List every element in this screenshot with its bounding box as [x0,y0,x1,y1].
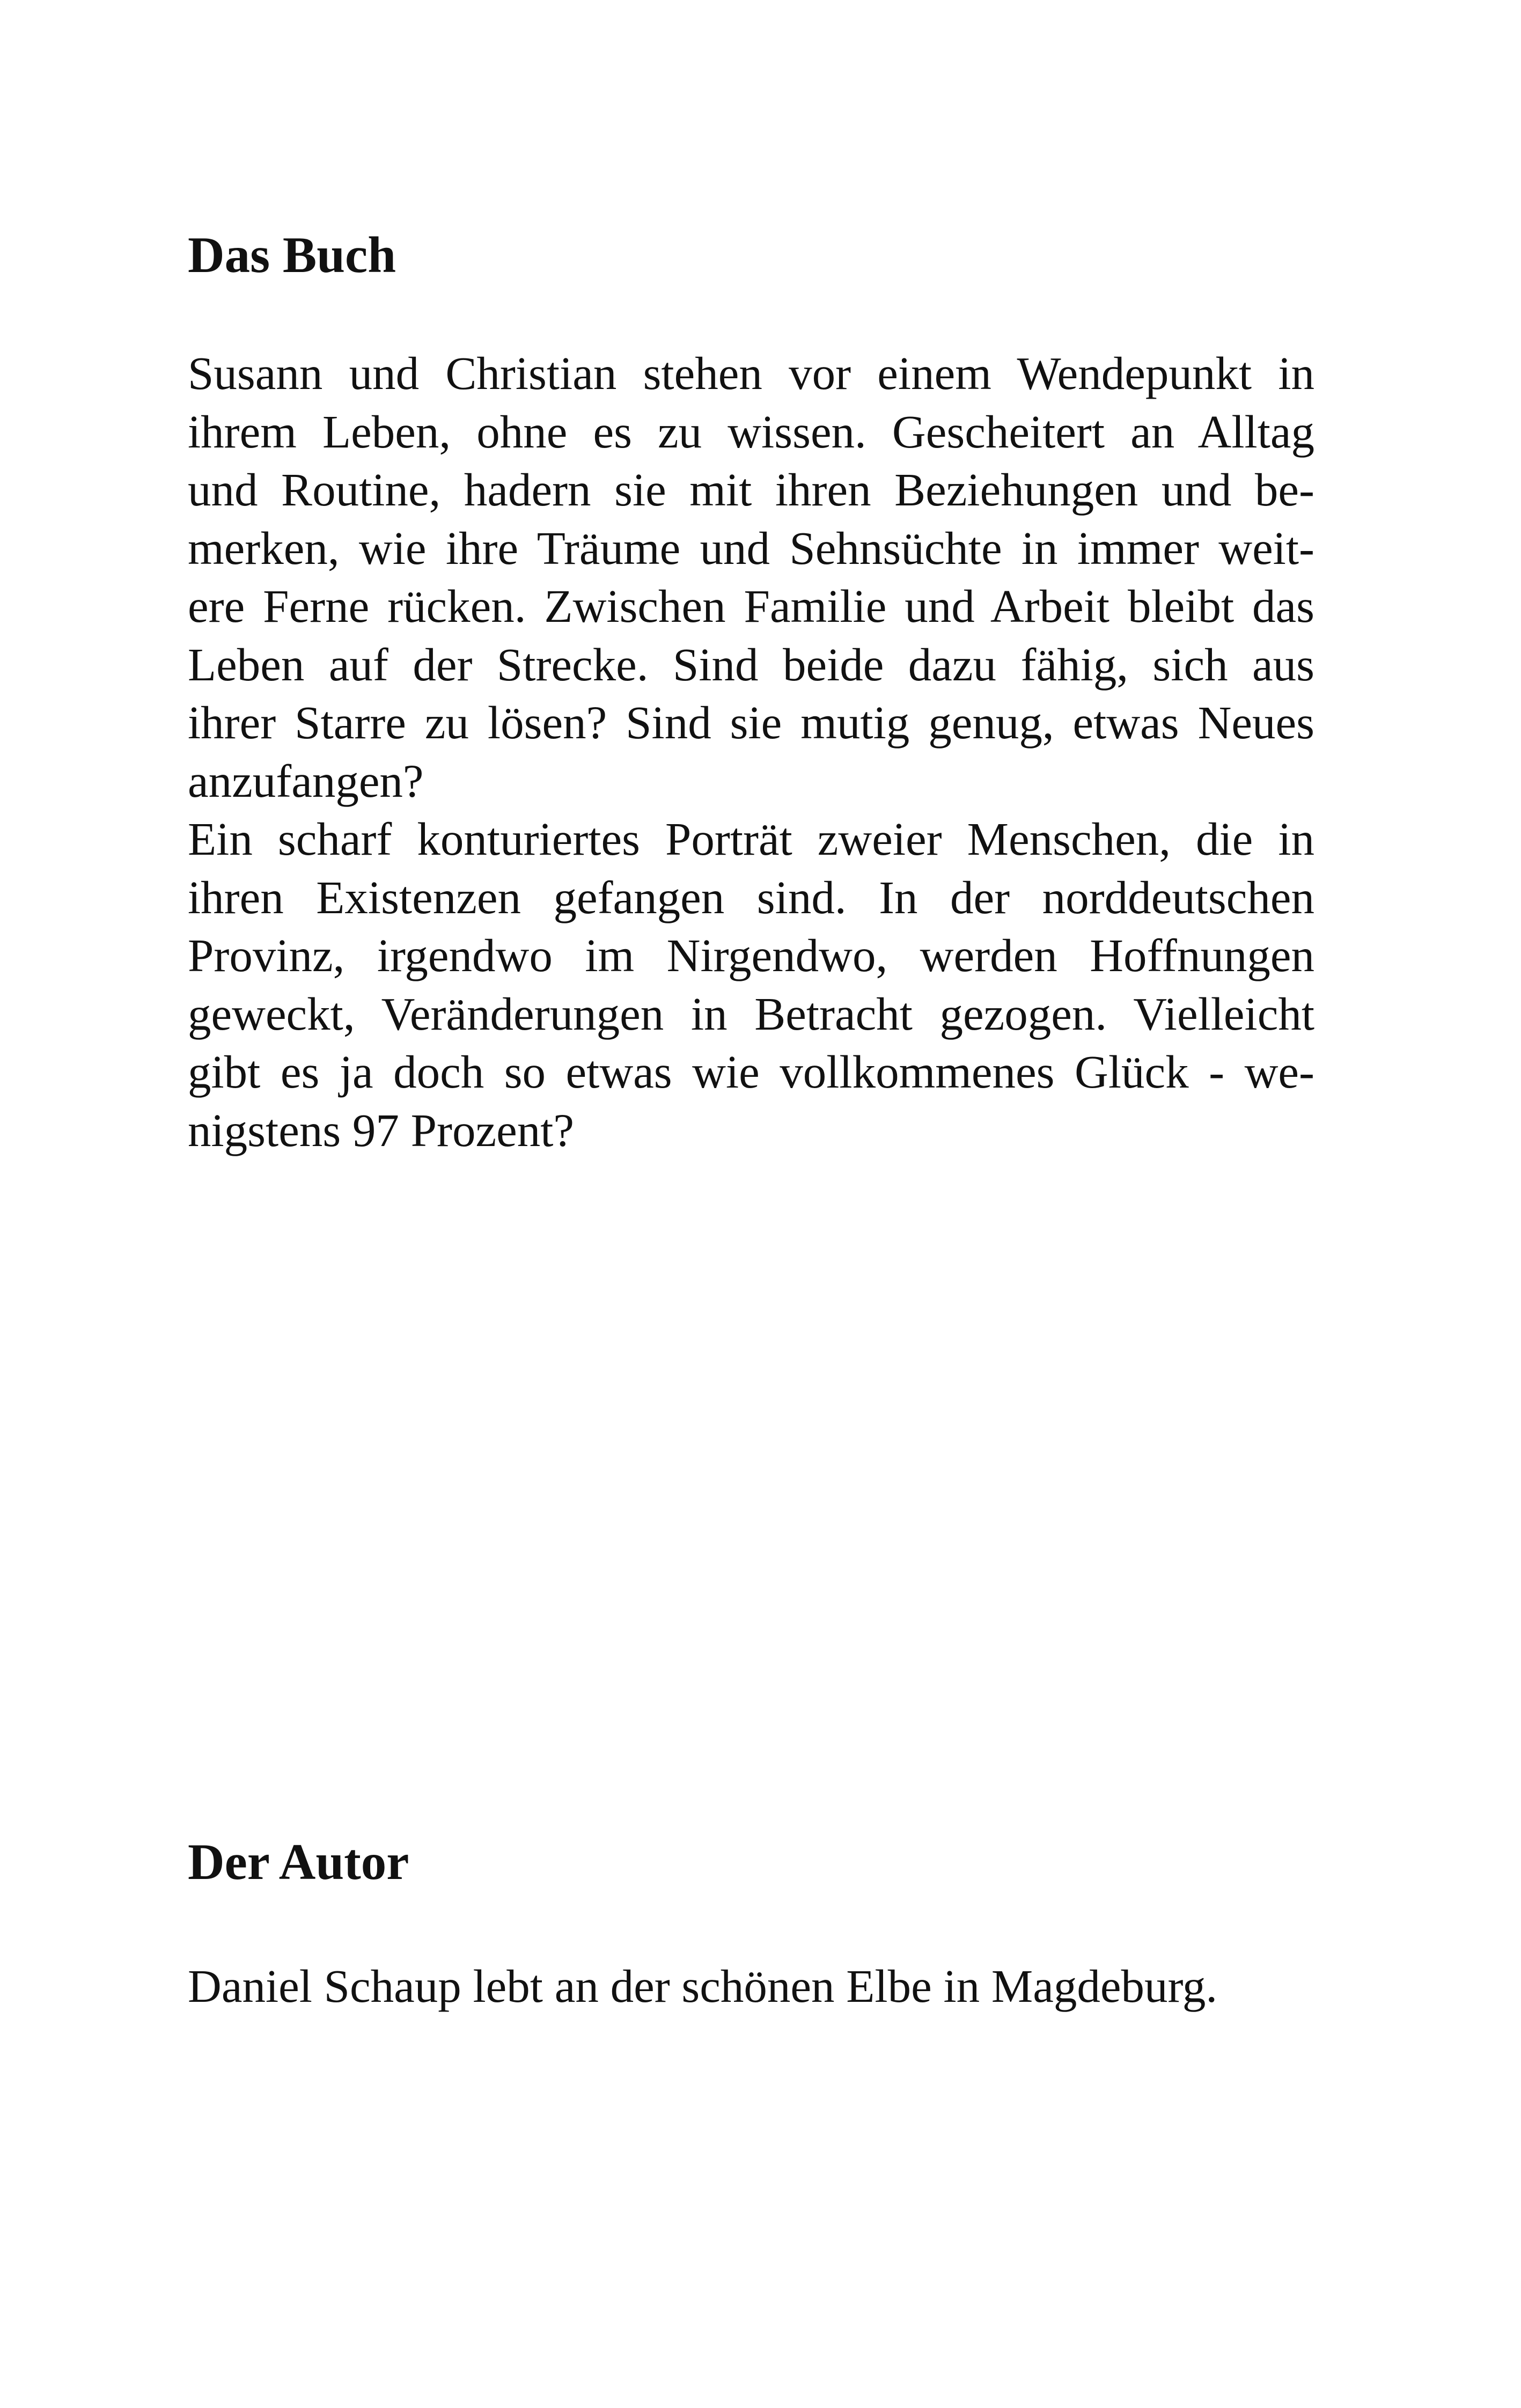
text-line: geweckt, Veränderungen in Betracht gezogen. Vielleicht [188,987,1314,1040]
section-heading-book: Das Buch [188,226,396,283]
text-line: und Routine, hadern sie mit ihren Beziehungen und be- [188,464,1314,516]
text-line: nigstens 97 Prozent? [188,1104,575,1156]
book-description [188,344,1314,1159]
text-line: anzufangen? [188,754,424,807]
text-line: ere Ferne rücken. Zwischen Familie und Arbeit bleibt das [188,580,1314,632]
text-line: ihrer Starre zu lösen? Sind sie mutig genug, etwas Neues [188,696,1314,748]
author-description [188,1957,1314,2016]
text-line: Daniel Schaup lebt an der schönen Elbe in Magdeburg. [188,1960,1218,2012]
text-line: ihrem Leben, ohne es zu wissen. Gescheitert an Alltag [188,405,1314,458]
text-line: ihren Existenzen gefangen sind. In der norddeutschen [188,871,1314,923]
text-line: Susann und Christian stehen vor einem Wendepunkt in [188,347,1314,399]
text-line: gibt es ja doch so etwas wie vollkommenes Glück - we- [188,1046,1314,1098]
text-line: Provinz, irgendwo im Nirgendwo, werden Hoffnungen [188,929,1314,981]
text-line: Leben auf der Strecke. Sind beide dazu fähig, sich aus [188,638,1314,691]
section-heading-author: Der Autor [188,1833,409,1890]
text-line: merken, wie ihre Träume und Sehnsüchte in immer weit- [188,522,1314,574]
text-line: Ein scharf konturiertes Porträt zweier Menschen, die in [188,813,1314,865]
